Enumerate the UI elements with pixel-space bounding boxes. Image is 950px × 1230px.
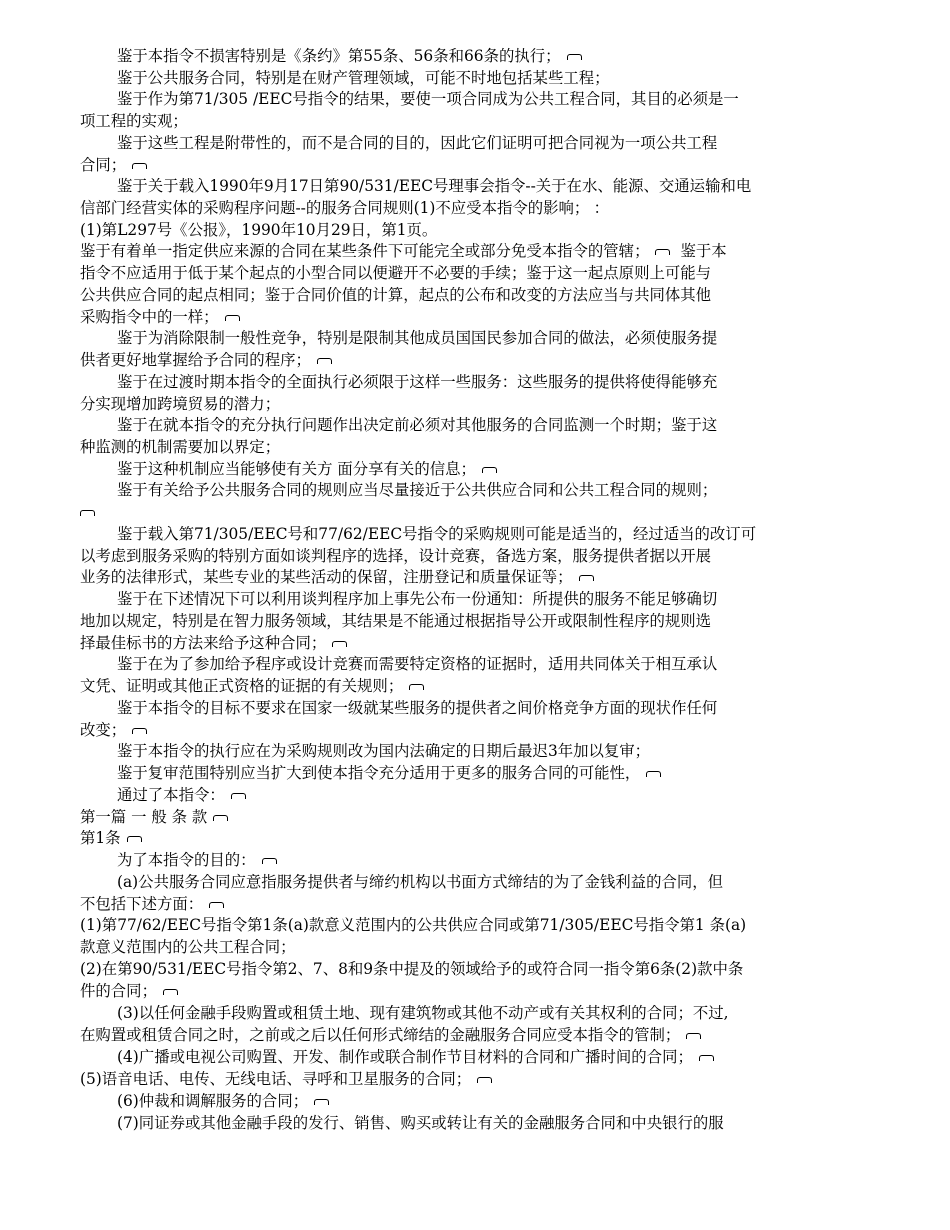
text-line-content: 第1条 bbox=[80, 829, 121, 847]
text-line-content: 鉴于这些工程是附带性的，而不是合同的目的，因此它们证明可把合同视为一项公共工程 bbox=[117, 134, 718, 152]
text-line-content: 信部门经营实体的采购程序问题--的服务合同规则(1)不应受本指令的影响； bbox=[80, 199, 582, 217]
return-mark-icon bbox=[225, 315, 240, 321]
return-mark-icon bbox=[209, 902, 224, 908]
text-line bbox=[117, 132, 717, 154]
text-line bbox=[80, 545, 711, 567]
text-line-content: 地加以规定，特别是在智力服务领域，其结果是不能通过根据指导公开或限制性程序的规则选 bbox=[80, 612, 712, 630]
text-line bbox=[117, 523, 756, 545]
text-line-content: 在购置或租赁合同之时，之前或之后以任何形式缔结的金融服务合同应受本指令的管制； bbox=[80, 1026, 681, 1044]
text-line bbox=[117, 1046, 714, 1068]
text-line bbox=[80, 154, 147, 176]
text-line-content: (4)广播或电视公司购置、开发、制作或联合制作节目材料的合同和广播时间的合同； bbox=[117, 1048, 693, 1066]
text-line bbox=[80, 284, 711, 306]
text-line bbox=[117, 175, 751, 197]
return-mark-icon bbox=[127, 836, 142, 842]
text-line-content: 鉴于有关给予公共服务合同的规则应当尽量接近于公共供应合同和公共工程合同的规则； bbox=[117, 481, 718, 499]
return-mark-icon bbox=[132, 728, 147, 734]
text-line bbox=[80, 958, 743, 980]
text-line-content: 合同； bbox=[80, 156, 127, 174]
text-line-content: 鉴于在下述情况下可以利用谈判程序加上事先公布一份通知：所提供的服务不能足够确切 bbox=[117, 590, 718, 608]
return-mark-icon bbox=[80, 510, 95, 516]
text-line-content: (7)同证券或其他金融手段的发行、销售、购买或转让有关的金融服务合同和中央银行的服 bbox=[117, 1114, 724, 1132]
inline-colon: ： bbox=[593, 199, 610, 217]
text-line-content: 为了本指令的目的： bbox=[117, 851, 256, 869]
text-line bbox=[80, 262, 711, 284]
text-line bbox=[80, 893, 224, 915]
return-mark-icon bbox=[646, 771, 661, 777]
text-line bbox=[80, 306, 240, 328]
text-line bbox=[117, 67, 610, 89]
text-line-content: (6)仲裁和调解服务的合同； bbox=[117, 1092, 309, 1110]
return-mark-icon bbox=[231, 793, 246, 799]
return-mark-icon bbox=[262, 858, 277, 864]
text-line-content: 第一篇 一 般 条 款 bbox=[80, 808, 208, 826]
text-line-content: 鉴于复审范围特别应当扩大到使本指令充分适用于更多的服务合同的可能性， bbox=[117, 764, 641, 782]
text-line bbox=[80, 501, 95, 523]
text-line-content: 项工程的实观； bbox=[80, 112, 188, 130]
return-mark-icon bbox=[314, 1099, 329, 1105]
text-line-content: 款意义范围内的公共工程合同； bbox=[80, 938, 296, 956]
return-mark-icon bbox=[686, 1033, 701, 1039]
text-line-content: 采购指令中的一样； bbox=[80, 308, 219, 326]
text-line-content: 指令不应适用于低于某个起点的小型合同以便避开不必要的手续；鉴于这一起点原则上可能与 bbox=[80, 264, 712, 282]
text-line bbox=[80, 393, 280, 415]
text-line bbox=[117, 88, 739, 110]
text-line bbox=[117, 697, 717, 719]
text-line bbox=[80, 349, 332, 371]
text-line-content: 供者更好地掌握给予合同的程序； bbox=[80, 351, 311, 369]
text-line-content: 鉴于载入第71/305/EEC号和77/62/EEC号指令的采购规则可能是适当的，经过适当的改订可 bbox=[117, 525, 757, 543]
text-line-content: 公共供应合同的起点相同；鉴于合同价值的计算，起点的公布和改变的方法应当与共同体其他 bbox=[80, 286, 712, 304]
text-line-content: 不包括下述方面： bbox=[80, 895, 204, 913]
return-mark-icon bbox=[409, 684, 424, 690]
text-line bbox=[80, 1024, 701, 1046]
text-line bbox=[80, 219, 437, 241]
return-mark-icon bbox=[699, 1055, 714, 1061]
text-line bbox=[117, 784, 246, 806]
return-mark-icon bbox=[317, 358, 332, 364]
text-line-content: 鉴于在过渡时期本指令的全面执行必须限于这样一些服务：这些服务的提供将使得能够充 bbox=[117, 373, 718, 391]
text-line bbox=[117, 327, 717, 349]
text-line-content: 鉴于关于载入1990年9月17日第90/531/EEC号理事会指令--关于在水、能源、交通运输和电 bbox=[117, 177, 752, 195]
text-line bbox=[80, 806, 228, 828]
text-line bbox=[80, 632, 347, 654]
text-line bbox=[80, 914, 746, 936]
text-line-content: 通过了本指令： bbox=[117, 786, 225, 804]
text-line bbox=[117, 458, 497, 480]
text-line bbox=[80, 610, 711, 632]
text-line bbox=[117, 1090, 329, 1112]
inline-tail-text: 鉴于本 bbox=[680, 242, 727, 260]
text-line-content: (1)第77/62/EEC号指令第1条(a)款意义范围内的公共供应合同或第71/305/EEC号指令第1 条(a) bbox=[80, 916, 747, 934]
text-line-content: (5)语音电话、电传、无线电话、寻呼和卫星服务的合同； bbox=[80, 1070, 472, 1088]
return-mark-icon bbox=[655, 249, 670, 255]
text-line-content: (3)以任何金融手段购置或租赁土地、现有建筑物或其他不动产或有关其权利的合同；不过, bbox=[117, 1004, 729, 1022]
text-line-content: 件的合同； bbox=[80, 982, 157, 1000]
text-line bbox=[117, 371, 717, 393]
text-line bbox=[117, 849, 277, 871]
text-line-content: 分实现增加跨境贸易的潜力； bbox=[80, 395, 281, 413]
text-line bbox=[80, 566, 594, 588]
text-line-content: 鉴于这种机制应当能够使有关方 面分享有关的信息； bbox=[117, 460, 476, 478]
text-line bbox=[80, 719, 147, 741]
return-mark-icon bbox=[213, 815, 228, 821]
return-mark-icon bbox=[567, 54, 582, 60]
text-line bbox=[117, 45, 582, 67]
text-line bbox=[80, 197, 609, 219]
text-line bbox=[117, 479, 717, 501]
text-line-content: (2)在第90/531/EEC号指令第2、7、8和9条中提及的领域给予的或符合同一指令第6条(2)款中条 bbox=[80, 960, 744, 978]
text-line bbox=[80, 110, 188, 132]
text-line-content: 以考虑到服务采购的特别方面如谈判程序的选择，设计竞赛，备选方案，服务提供者据以开展 bbox=[80, 547, 712, 565]
text-line-content: 鉴于公共服务合同，特别是在财产管理领域，可能不时地包括某些工程； bbox=[117, 69, 610, 87]
text-line bbox=[80, 980, 178, 1002]
text-line bbox=[80, 827, 142, 849]
return-mark-icon bbox=[579, 575, 594, 581]
return-mark-icon bbox=[477, 1077, 492, 1083]
text-line bbox=[117, 414, 717, 436]
text-line-content: 鉴于作为第71/305 /EEC号指令的结果，要使一项合同成为公共工程合同，其目的必须是一 bbox=[117, 90, 739, 108]
text-line bbox=[80, 1068, 492, 1090]
return-mark-icon bbox=[132, 163, 147, 169]
text-line bbox=[117, 1112, 724, 1134]
text-line bbox=[117, 762, 661, 784]
text-line-content: 鉴于在就本指令的充分执行问题作出决定前必须对其他服务的合同监测一个时期；鉴于这 bbox=[117, 416, 718, 434]
text-line bbox=[80, 675, 424, 697]
text-line bbox=[117, 588, 717, 610]
text-line bbox=[117, 740, 650, 762]
text-line-content: 改变； bbox=[80, 721, 127, 739]
text-line-content: 鉴于在为了参加给予程序或设计竞赛而需要特定资格的证据时，适用共同体关于相互承认 bbox=[117, 655, 718, 673]
text-line bbox=[80, 240, 727, 262]
text-line-content: (a)公共服务合同应意指服务提供者与缔约机构以书面方式缔结的为了金钱利益的合同，但 bbox=[117, 873, 724, 891]
text-line-content: 择最佳标书的方法来给予这种合同； bbox=[80, 634, 327, 652]
text-line-content: 业务的法律形式，某些专业的某些活动的保留，注册登记和质量保证等； bbox=[80, 568, 573, 586]
text-line-content: 文凭、证明或其他正式资格的证据的有关规则； bbox=[80, 677, 404, 695]
return-mark-icon bbox=[332, 641, 347, 647]
return-mark-icon bbox=[163, 989, 178, 995]
text-line-content: 鉴于本指令的目标不要求在国家一级就某些服务的提供者之间价格竞争方面的现状作任何 bbox=[117, 699, 718, 717]
return-mark-icon bbox=[482, 467, 497, 473]
text-line-content: 种监测的机制需要加以界定； bbox=[80, 438, 281, 456]
text-line bbox=[117, 871, 723, 893]
text-line-content: (1)第L297号《公报》，1990年10月29日，第1页。 bbox=[80, 221, 438, 239]
text-line-content: 鉴于本指令的执行应在为采购规则改为国内法确定的日期后最迟3年加以复审； bbox=[117, 742, 651, 760]
text-line-content: 鉴于为消除限制一般性竞争，特别是限制其他成员国国民参加合同的做法，必须使服务提 bbox=[117, 329, 718, 347]
text-line-content: 鉴于本指令不损害特别是《条约》第55条、56条和66条的执行； bbox=[117, 47, 561, 65]
text-line bbox=[80, 936, 295, 958]
text-line bbox=[117, 1002, 729, 1024]
text-line-content: 鉴于有着单一指定供应来源的合同在某些条件下可能完全或部分免受本指令的管辖； bbox=[80, 242, 650, 260]
text-line bbox=[80, 436, 280, 458]
text-line bbox=[117, 653, 717, 675]
